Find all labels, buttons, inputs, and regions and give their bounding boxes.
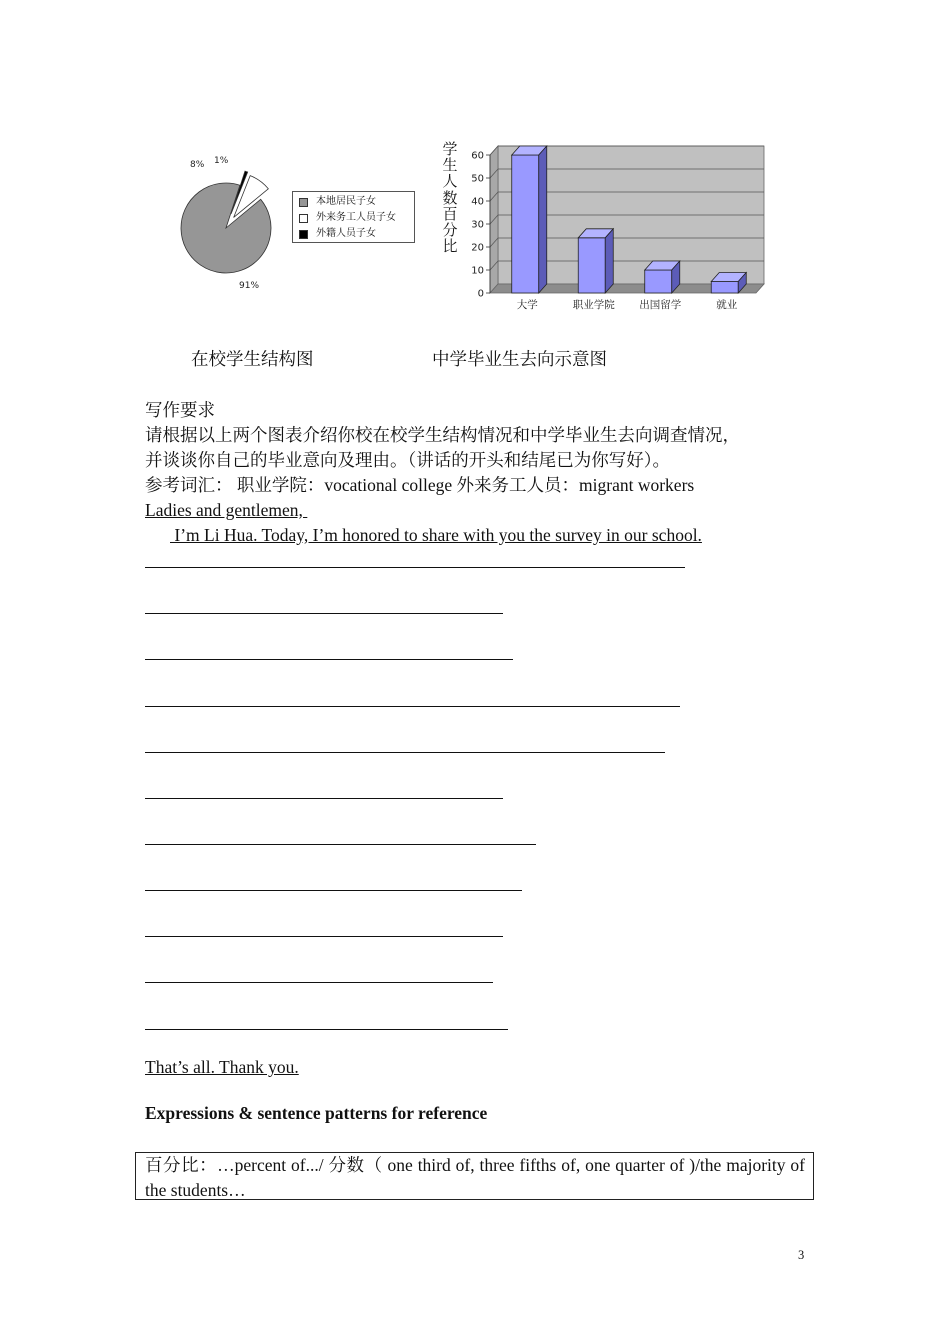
x-tick-label: 职业学院 bbox=[572, 299, 615, 311]
ylabel-char: 学 bbox=[442, 140, 458, 158]
closing-line: That’s all. Thank you. bbox=[145, 1057, 299, 1077]
pie-label-91pct: 91% bbox=[239, 281, 260, 291]
expressions-title: Expressions & sentence patterns for reference bbox=[145, 1103, 488, 1123]
bar-plot-area bbox=[471, 146, 764, 311]
answer-blank-line[interactable] bbox=[145, 613, 503, 614]
reference-box-text: 百分比：…percent of.../ 分数（ one third of, three fifths of, one quarter of )/the majority of the students… bbox=[145, 1155, 805, 1200]
writing-requirements-heading: 写作要求 bbox=[145, 400, 215, 420]
legend-item bbox=[299, 195, 376, 209]
pie-label-1pct: 1% bbox=[214, 156, 229, 166]
legend-item bbox=[299, 211, 396, 225]
answer-blank-line[interactable] bbox=[145, 752, 665, 753]
y-tick-label: 20 bbox=[471, 242, 484, 254]
ylabel-char: 数 bbox=[442, 188, 458, 207]
answer-blank-line[interactable] bbox=[145, 890, 522, 891]
legend-swatch bbox=[299, 198, 308, 207]
y-tick-label: 40 bbox=[471, 196, 484, 208]
page-number: 3 bbox=[798, 1248, 805, 1262]
ylabel-char: 生 bbox=[442, 156, 458, 175]
requirements-line-2: 并谈谈你自己的毕业意向及理由。（讲话的开头和结尾已为你写好）。 bbox=[145, 450, 670, 470]
bar-chart-ylabel bbox=[441, 141, 459, 254]
greeting-line: Ladies and gentlemen, bbox=[145, 500, 308, 520]
answer-blank-line[interactable] bbox=[145, 936, 503, 937]
legend-item bbox=[299, 227, 376, 241]
answer-blank-line[interactable] bbox=[145, 1029, 508, 1030]
y-tick-label: 30 bbox=[471, 219, 484, 231]
opening-line: I’m Li Hua. Today, I’m honored to share with you the survey in our school. bbox=[170, 525, 702, 545]
requirements-line-1: 请根据以上两个图表介绍你校在校学生结构情况和中学毕业生去向调查情况， bbox=[145, 425, 740, 445]
y-tick-label: 0 bbox=[477, 288, 484, 300]
x-tick-label: 出国留学 bbox=[639, 299, 682, 311]
y-tick-label: 50 bbox=[471, 173, 484, 185]
answer-blank-line[interactable] bbox=[145, 982, 493, 983]
bar bbox=[578, 238, 605, 293]
pie-chart-caption: 在校学生结构图 bbox=[191, 350, 314, 370]
pie-chart bbox=[170, 150, 290, 295]
answer-blank-line[interactable] bbox=[145, 659, 513, 660]
ylabel-char: 人 bbox=[442, 172, 458, 191]
bar bbox=[645, 270, 672, 293]
bar-side bbox=[605, 229, 613, 293]
pie-slices bbox=[181, 171, 271, 273]
y-tick-label: 10 bbox=[471, 265, 484, 277]
answer-blank-line[interactable] bbox=[145, 798, 503, 799]
x-tick-label: 就业 bbox=[716, 299, 738, 311]
legend-label: 外来务工人员子女 bbox=[316, 212, 396, 223]
legend-swatch bbox=[299, 230, 308, 239]
answer-blank-line[interactable] bbox=[145, 844, 536, 845]
answer-blank-line[interactable] bbox=[145, 567, 685, 568]
reference-box bbox=[135, 1152, 814, 1200]
legend-label: 本地居民子女 bbox=[316, 196, 376, 207]
answer-blank-line[interactable] bbox=[145, 706, 680, 707]
pie-legend bbox=[292, 191, 415, 243]
bar-chart-caption: 中学毕业生去向示意图 bbox=[432, 350, 607, 370]
legend-swatch bbox=[299, 214, 308, 223]
legend-label: 外籍人员子女 bbox=[316, 228, 376, 239]
ylabel-char: 百 bbox=[442, 204, 458, 223]
x-tick-label: 大学 bbox=[516, 299, 538, 311]
pie-label-8pct: 8% bbox=[190, 160, 205, 170]
bar bbox=[512, 155, 539, 293]
ylabel-char: 比 bbox=[442, 237, 458, 256]
bar-side bbox=[539, 146, 547, 293]
ylabel-char: 分 bbox=[442, 221, 458, 240]
y-tick-label: 60 bbox=[471, 150, 484, 162]
bar bbox=[711, 282, 738, 294]
bar-chart bbox=[460, 138, 780, 316]
reference-vocabulary: 参考词汇： 职业学院：vocational college 外来务工人员：migrant workers bbox=[145, 475, 695, 495]
